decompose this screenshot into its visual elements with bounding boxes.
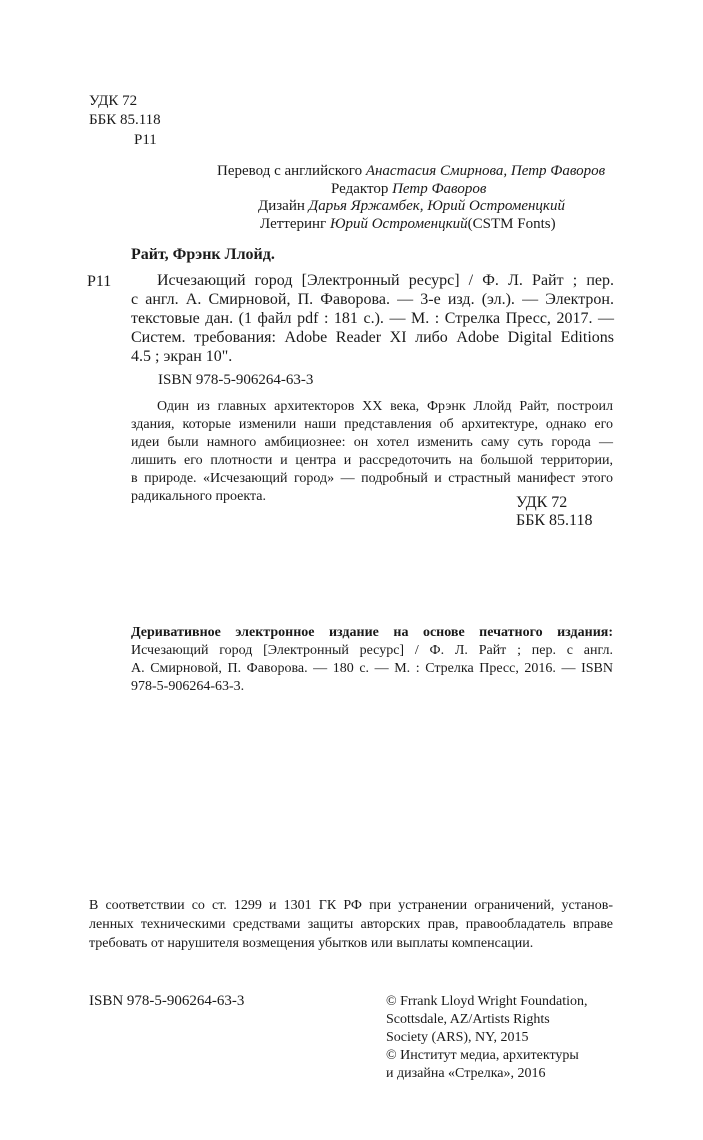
credit-editor-value: Петр Фаворов	[392, 181, 487, 197]
annotation-line: радикального проекта.	[131, 489, 267, 504]
credit-lettering-label: Леттеринг	[260, 216, 327, 232]
credit-design	[258, 196, 565, 216]
annotation-udk: УДК 72	[516, 494, 568, 511]
annotation-line: идеи были намного амбициознее: он хотел изменить саму суть города —	[131, 435, 613, 450]
footer-isbn: ISBN 978-5-906264-63-3	[89, 993, 245, 1009]
legal-line: ленных техническими средствами защиты авторских прав, правообладатель вправе	[89, 917, 613, 932]
legal-line: требовать от нарушителя возмещения убытков или выплаты компенсации.	[89, 936, 534, 951]
annotation-line: здания, которые изменили наши представления об архитектуре, однако его	[131, 417, 613, 432]
credit-editor-label: Редактор	[331, 181, 389, 197]
bib-line: Исчезающий город [Электронный ресурс] / Ф. Л. Райт ; пер.	[157, 272, 614, 289]
annotation-line: Один из главных архитекторов XX века, Фрэнк Ллойд Райт, построил	[157, 399, 613, 414]
derivative-heading: Деривативное электронное издание на основе печатного издания:	[131, 625, 613, 640]
copyright-line: Society (ARS), NY, 2015	[386, 1030, 529, 1045]
credit-lettering-suffix: (CSTM Fonts)	[467, 216, 556, 232]
bib-description	[131, 271, 614, 366]
copyright-line: Scottsdale, AZ/Artists Rights	[386, 1012, 550, 1027]
derivative-line: Исчезающий город [Электронный ресурс] / Ф. Л. Райт ; пер. с англ.	[131, 643, 613, 658]
annotation-line: лишить его плотности и центра и рассредоточить на большой территории,	[131, 453, 613, 468]
credit-lettering	[260, 214, 556, 234]
credit-translation	[217, 161, 605, 181]
derivative-line: 978-5-906264-63-3.	[131, 679, 245, 694]
footer-copyright	[386, 992, 588, 1082]
author-sign: Р11	[134, 132, 157, 148]
bib-sign: Р11	[87, 273, 112, 290]
credit-design-value: Дарья Яржамбек, Юрий Остроменцкий	[308, 198, 565, 214]
bib-line: Систем. требования: Adobe Reader XI либо Adobe Digital Editions	[131, 329, 614, 346]
credit-translation-label: Перевод с английского	[217, 163, 363, 179]
copyright-line: © Институт медиа, архитектуры	[386, 1048, 579, 1063]
annotation	[131, 397, 613, 505]
bib-line: текстовые дан. (1 файл pdf : 181 с.). — М. : Стрелка Пресс, 2017. —	[131, 310, 614, 327]
derivative-line: А. Смирновой, П. Фаворова. — 180 с. — М. : Стрелка Пресс, 2016. — ISBN	[131, 661, 613, 676]
derivative-note	[131, 623, 613, 695]
legal-notice	[89, 896, 613, 953]
bib-line: 4.5 ; экран 10".	[131, 348, 233, 365]
copyright-line: и дизайна «Стрелка», 2016	[386, 1066, 546, 1081]
bib-heading: Райт, Фрэнк Ллойд.	[131, 246, 275, 263]
annotation-line: в природе. «Исчезающий город» — подробный и страстный манифест этого	[131, 471, 613, 486]
bbk-code: ББК 85.118	[89, 112, 161, 128]
legal-line: В соответствии со ст. 1299 и 1301 ГК РФ при устранении ограничений, установ-	[89, 898, 613, 913]
copyright-line: © Frrank Lloyd Wright Foundation,	[386, 994, 588, 1009]
credit-design-label: Дизайн	[258, 198, 305, 214]
annotation-bbk: ББК 85.118	[516, 512, 593, 529]
bib-line: с англ. А. Смирновой, П. Фаворова. — 3-е изд. (эл.). — Электрон.	[131, 291, 614, 308]
udk-code: УДК 72	[89, 93, 138, 109]
credit-lettering-value: Юрий Остроменцкий	[329, 216, 468, 232]
credit-translation-value: Анастасия Смирнова, Петр Фаворов	[365, 163, 606, 179]
bib-isbn: ISBN 978-5-906264-63-3	[158, 372, 314, 388]
